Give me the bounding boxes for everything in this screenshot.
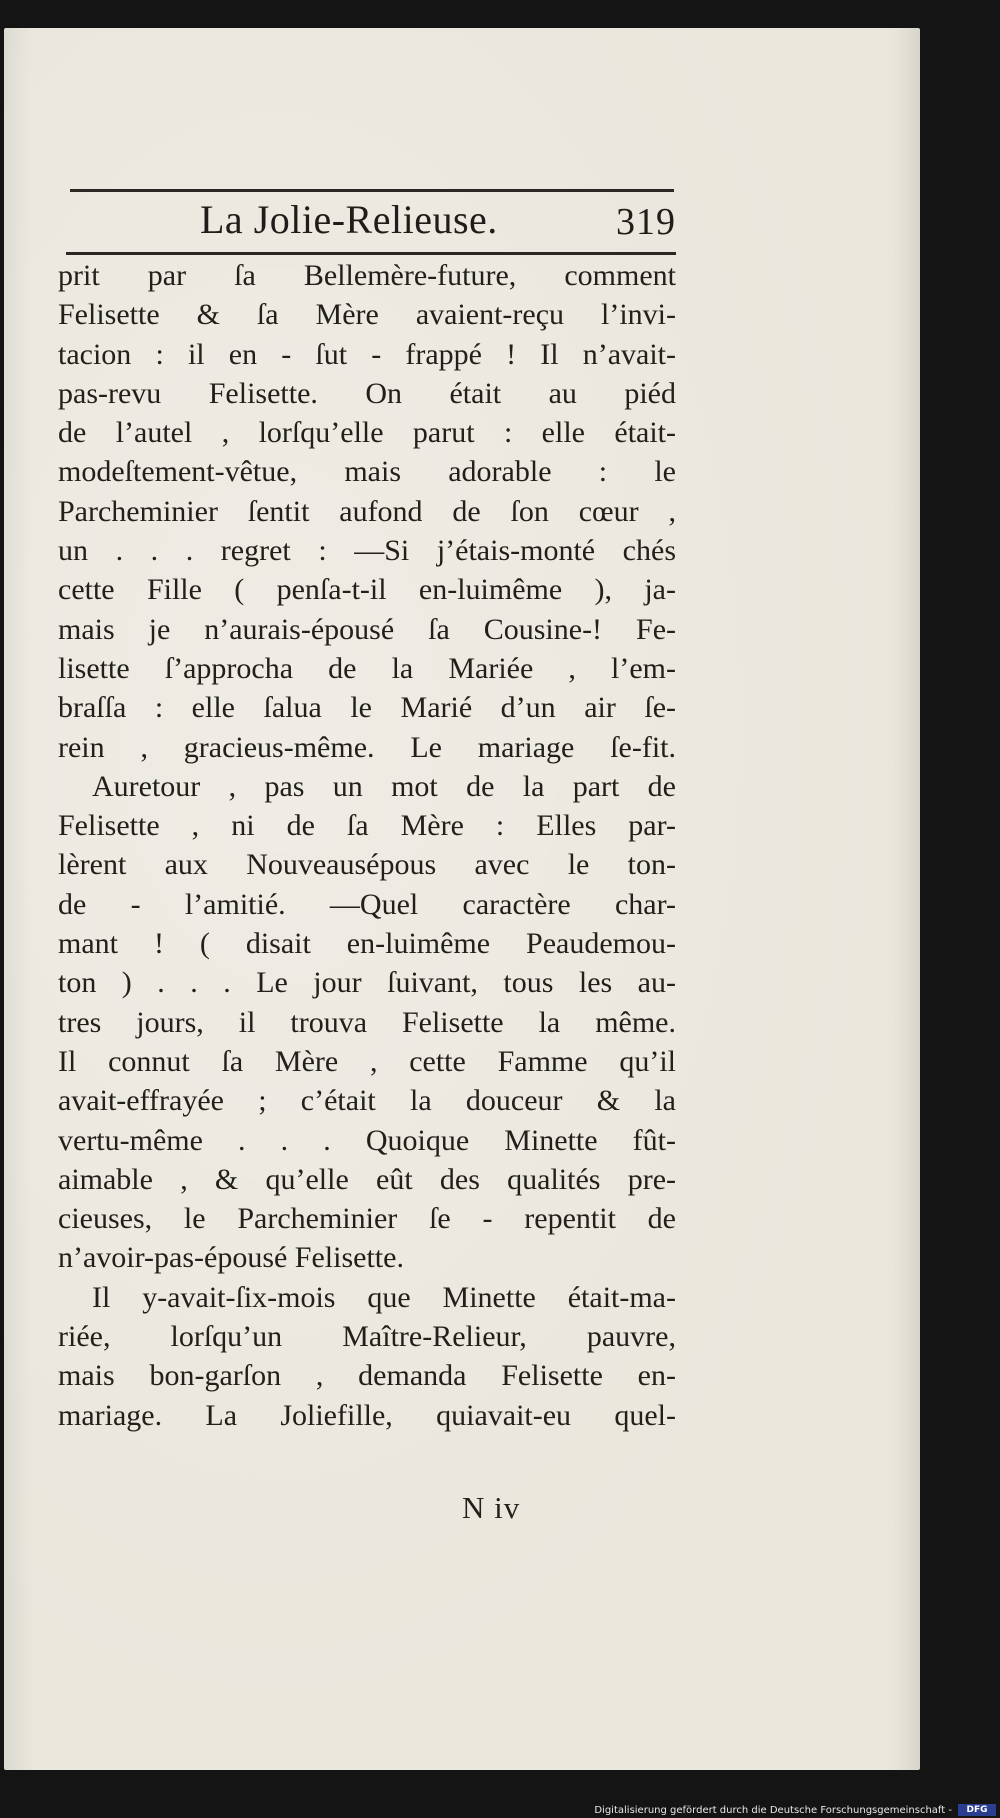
header-bottom-rule — [66, 252, 676, 255]
header-top-rule — [70, 189, 674, 192]
text-line: mariage. La Joliefille, quiavait-eu quel- — [58, 1398, 676, 1432]
signature-mark: N iv — [462, 1490, 521, 1525]
book-page — [4, 28, 920, 1770]
text-line: lèrent aux Nouveausépous avec le ton- — [58, 848, 676, 882]
text-line: de l’autel , lorſqu’elle parut : elle était- — [58, 416, 676, 450]
running-head — [66, 194, 676, 250]
running-title: La Jolie-Relieuse. — [200, 197, 498, 242]
text-line: vertu-même . . . Quoique Minette fût- — [58, 1123, 676, 1157]
dfg-logo: DFG — [958, 1804, 996, 1816]
text-line: cette Fille ( penſa-t-il en-luimême ), ja- — [58, 573, 676, 607]
text-line: aimable , & qu’elle eût des qualités pre- — [58, 1162, 676, 1196]
digitization-credit: Digitalisierung gefördert durch die Deutsche Forschungsgemeinschaft - — [594, 1805, 952, 1816]
text-line: riée, lorſqu’un Maître-Relieur, pauvre, — [58, 1320, 676, 1354]
page-number: 319 — [616, 201, 676, 243]
body-text — [58, 256, 676, 1435]
paragraph-first-line: Auretour , pas un mot de la part de — [92, 769, 676, 803]
text-line: mant ! ( disait en-luimême Peaudemou- — [58, 927, 676, 961]
text-line: mais je n’aurais-épousé ſa Cousine-! Fe- — [58, 612, 676, 646]
text-line: mais bon-garſon , demanda Felisette en- — [58, 1359, 676, 1393]
text-line: de - l’amitié. —Quel caractère char- — [58, 887, 676, 921]
paragraph-first-line: Il y-avait-ſix-mois que Minette était-ma- — [92, 1280, 676, 1314]
text-line: pas-revu Felisette. On était au piéd — [58, 376, 676, 410]
text-line: un . . . regret : —Si j’étais-monté chés — [58, 534, 676, 568]
text-line: lisette ſ’approcha de la Mariée , l’em- — [58, 651, 676, 685]
text-line: ton ) . . . Le jour ſuivant, tous les au- — [58, 966, 676, 1000]
text-line: Felisette , ni de ſa Mère : Elles par- — [58, 809, 676, 843]
text-line: rein , gracieus-même. Le mariage ſe-fit. — [58, 730, 676, 764]
text-line: Il connut ſa Mère , cette Famme qu’il — [58, 1044, 676, 1078]
text-line: braſſa : elle ſalua le Marié d’un air ſe- — [58, 691, 676, 725]
text-line: Felisette & ſa Mère avaient-reçu l’invi- — [58, 298, 676, 332]
text-line: tacion : il en - ſut - frappé ! Il n’avait- — [58, 337, 676, 371]
text-line: cieuses, le Parcheminier ſe - repentit de — [58, 1202, 676, 1236]
text-line: Parcheminier ſentit aufond de ſon cœur , — [58, 494, 676, 528]
text-line: tres jours, il trouva Felisette la même. — [58, 1005, 676, 1039]
text-line: modeſtement-vêtue, mais adorable : le — [58, 455, 676, 489]
paragraph-last-line: n’avoir-pas-épousé Felisette. — [58, 1241, 404, 1275]
text-line: prit par ſa Bellemère-future, comment — [58, 259, 676, 292]
text-line: avait-effrayée ; c’était la douceur & la — [58, 1084, 676, 1118]
